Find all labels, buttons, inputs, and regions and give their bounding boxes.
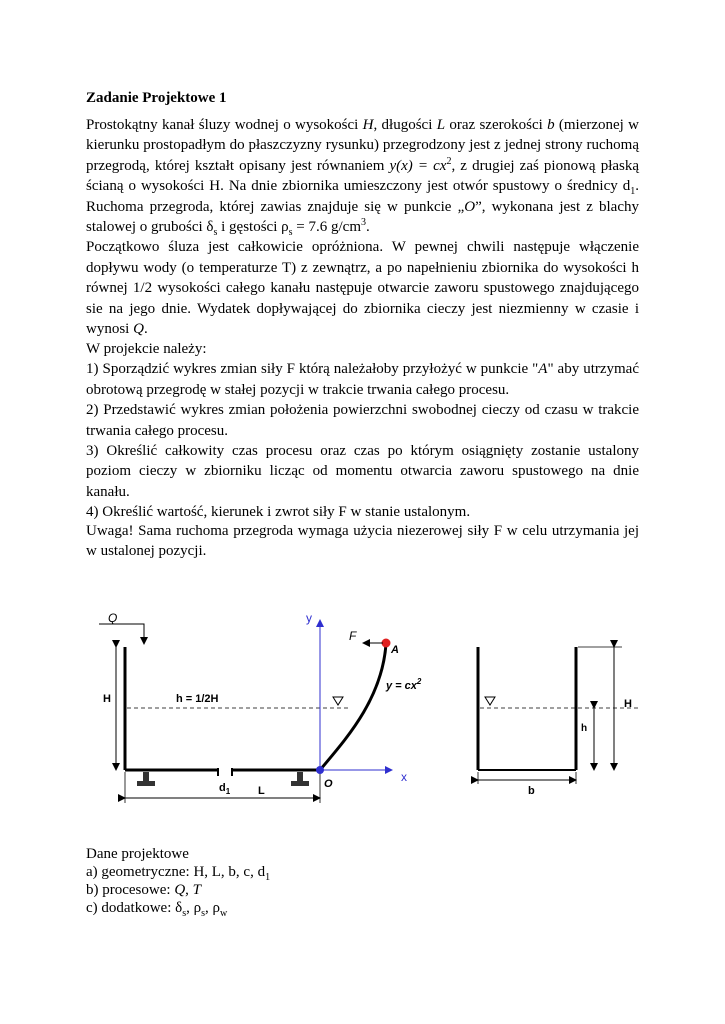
drain-diameter-label: $d_1$ xyxy=(219,782,231,796)
design-data-item: c) dodatkowe: $\delta_s$, $\rho_s$, $\rho_w$ xyxy=(86,900,228,919)
b-label: b xyxy=(528,785,535,797)
curve-equation-label: $y = cx^2$ xyxy=(386,677,422,692)
inflow-label: Q xyxy=(108,611,118,625)
x-axis-label: x xyxy=(401,770,407,784)
curve-equation: y(x) = cx xyxy=(389,157,447,174)
task-item: 3) Określić całkowity czas procesu oraz czas po którym osiągnięty zostanie ustalony poziom cieczy w zbiorniku licząc od momentu otwarcia zaworu spustowego na dnie kanału. xyxy=(86,443,639,500)
water-level-label: h = 1/2H xyxy=(176,693,219,705)
curved-gate xyxy=(320,644,386,770)
support-left xyxy=(137,772,155,786)
inflow-arrow xyxy=(99,624,144,644)
point-a-label: A xyxy=(391,644,399,656)
task-heading: W projekcie należy: xyxy=(86,341,207,357)
task-item: 4) Określić wartość, kierunek i zwrot siły F w stanie ustalonym. xyxy=(86,504,471,521)
hinge-point-o xyxy=(316,766,324,774)
support-right xyxy=(291,772,309,786)
side-small-h-label: h xyxy=(581,723,588,734)
h-label-left: H xyxy=(103,693,111,705)
schematic-figure xyxy=(0,600,725,820)
free-surface-symbol xyxy=(333,697,343,705)
force-label: F xyxy=(349,629,357,643)
y-axis-label: y xyxy=(306,611,312,625)
paragraph-2: Początkowo śluza jest całkowicie opróżniona. W pewnej chwili następuje włączenie dopływu wody (o temperaturze T) z zewnątrz, a po napełnieniu zbiornika do wysokości h równej 1/2 wysokości całego kanału następuje otwarcie zaworu spustowego znajdującego sie na jego dnie. Wydatek dopływającej do zbiornika cieczy jest niezmienny w czasie i wynosi Q. xyxy=(86,239,639,338)
paragraph-1: Prostokątny kanał śluzy wodnej o wysokości H, długości L oraz szerokości b (mierzonej w kierunku prostopadłym do płaszczyzny rysunku) przegrodzony jest z jednej strony ruchomą przegrodą, której kształt opisany jest równaniem $y(x) = cx^2$, z drugiej zaś pionową płaską ścianą o wysokości H. Na dnie zbiornika umieszczony jest otwór spustowy o średnicy $d_1$. Ruchoma przegroda, której zawias znajduje się w punkcie „O”, wykonana jest z blachy stalowej o grubości $\delta_s$ i gęstości $\rho_s = 7.6$ $g/cm^3$. xyxy=(86,117,640,239)
side-h-label: H xyxy=(624,698,632,710)
design-data xyxy=(86,845,639,917)
page-title: Zadanie Projektowe 1 xyxy=(86,90,227,106)
problem-description xyxy=(86,115,639,339)
task-list xyxy=(86,339,639,523)
design-data-item: a) geometryczne: H, L, b, c, $d_1$ xyxy=(86,864,271,883)
side-free-surface-symbol xyxy=(485,697,495,705)
l-label: L xyxy=(258,785,265,797)
design-data-heading: Dane projektowe xyxy=(86,846,189,862)
note: Uwaga! Sama ruchoma przegroda wymaga użycia niezerowej siły F w celu utrzymania jej w ustalonej pozycji. xyxy=(86,523,639,560)
design-data-item: b) procesowe: Q, T xyxy=(86,882,201,898)
task-item: 1) Sporządzić wykres zmian siły F którą należałoby przyłożyć w punkcie "A" aby utrzymać obrotową przegrodę w stałej pozycji w trakcie trwania całego procesu. xyxy=(86,361,639,398)
hinge-label: O xyxy=(324,778,333,790)
task-item: 2) Przedstawić wykres zmian położenia powierzchni swobodnej cieczy od czasu w trakcie trwania całego procesu. xyxy=(86,402,639,439)
